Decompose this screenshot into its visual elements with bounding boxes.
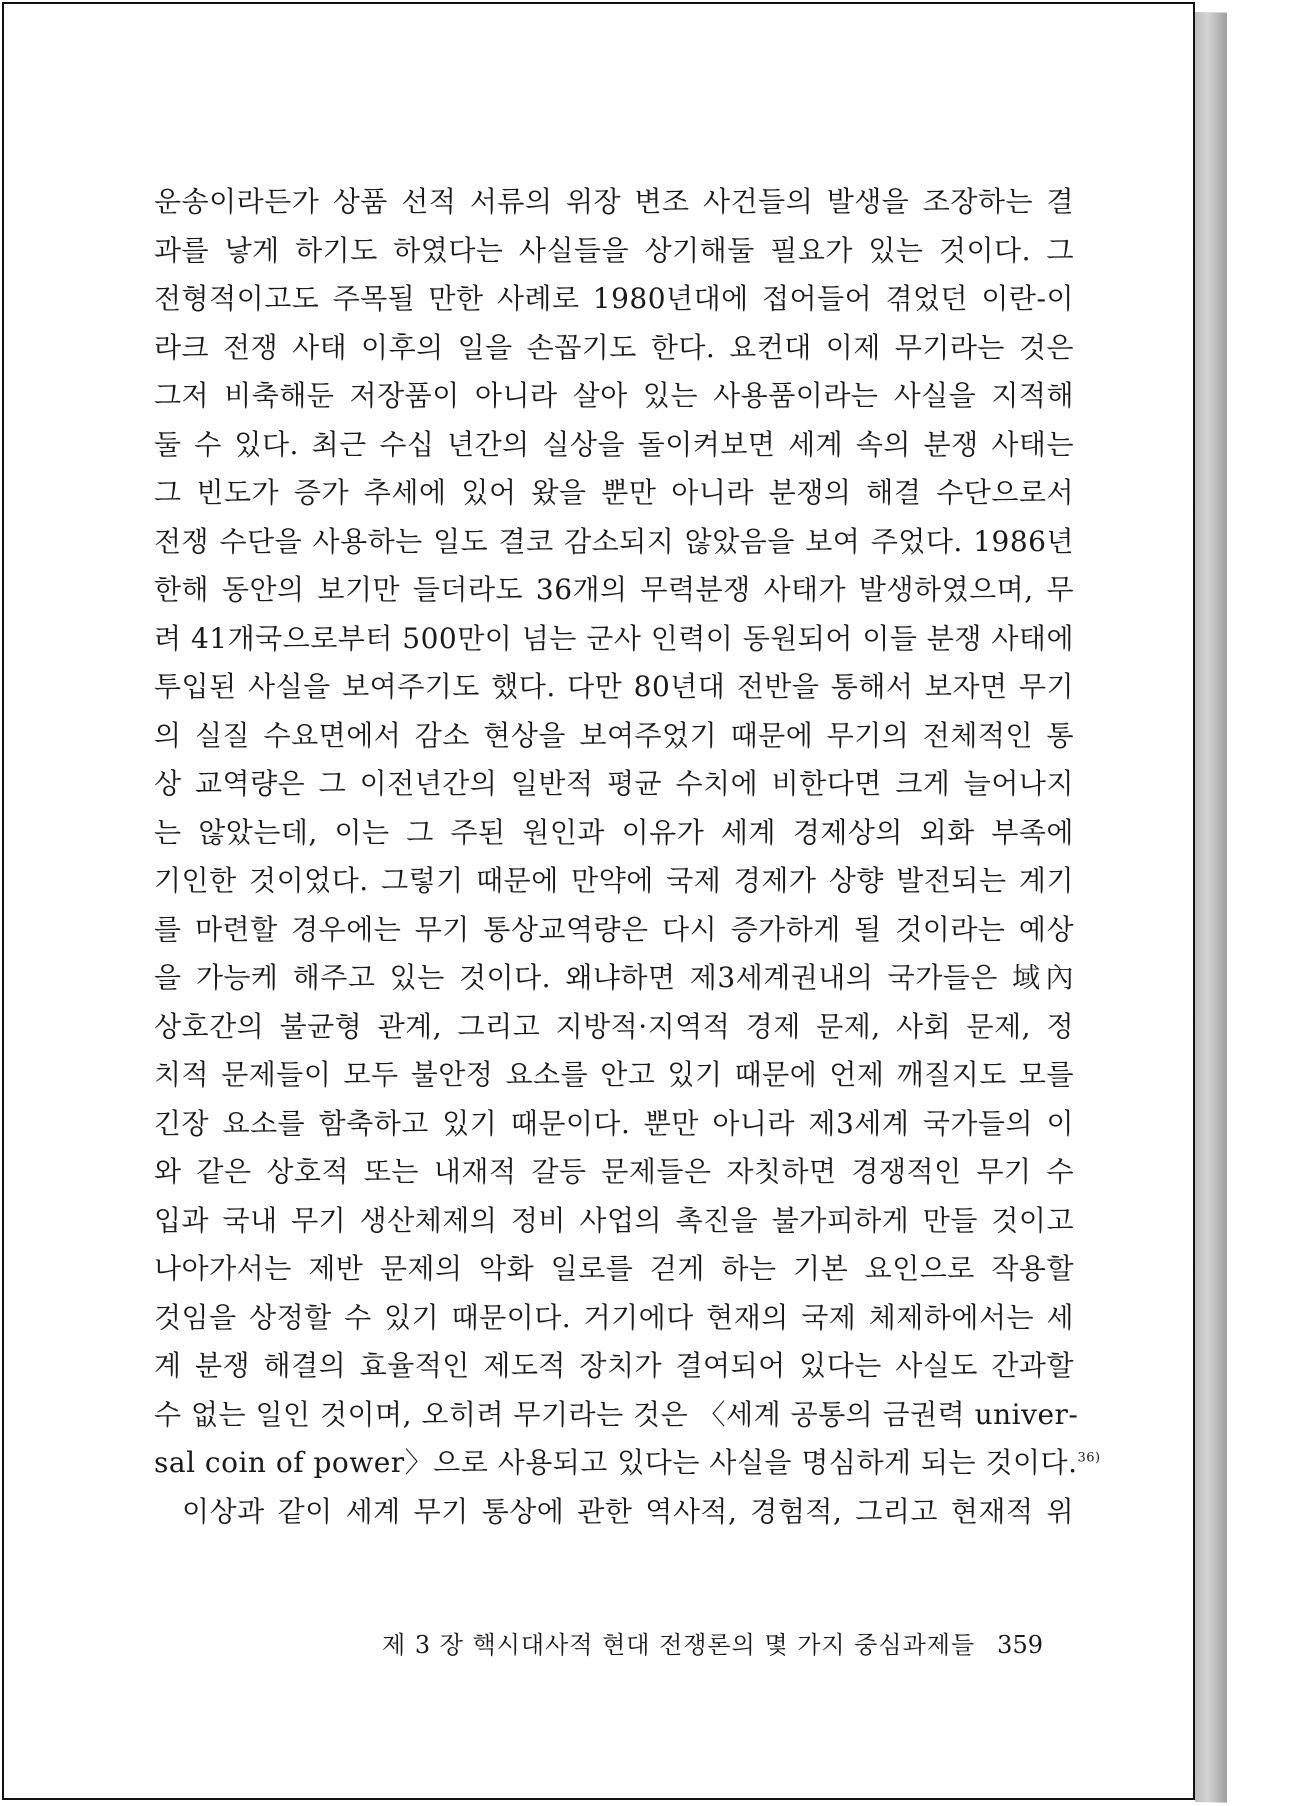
- book-page: [2, 2, 1195, 1800]
- book-page-edge: [1195, 12, 1227, 1803]
- text-line: 입과 국내 무기 생산체제의 정비 사업의 촉진을 불가피하게 만들 것이고: [154, 1203, 1074, 1237]
- text-line: 치적 문제들이 모두 불안정 요소를 안고 있기 때문에 언제 깨질지도 모를: [154, 1058, 1074, 1091]
- text-line: 려 41개국으로부터 500만이 넘는 군사 인력이 동원되어 이들 분쟁 사태에: [154, 621, 1074, 655]
- running-chapter-title: 제 3 장 핵시대사적 현대 전쟁론의 몇 가지 중심과제들: [382, 1631, 976, 1659]
- text-line: sal coin of power〉으로 사용되고 있다는 사실을 명심하게 되는 것이다.: [154, 1446, 1078, 1479]
- text-line: 를 마련할 경우에는 무기 통상교역량은 다시 증가하게 될 것이라는 예상: [154, 912, 1074, 946]
- text-line: 기인한 것이었다. 그렇기 때문에 만약에 국제 경제가 상향 발전되는 계기: [154, 864, 1074, 897]
- text-line: 나아가서는 제반 문제의 악화 일로를 걷게 하는 기본 요인으로 작용할: [154, 1252, 1074, 1285]
- text-line: 한해 동안의 보기만 들더라도 36개의 무력분쟁 사태가 발생하였으며, 무: [154, 573, 1074, 606]
- page-number: 359: [997, 1631, 1043, 1659]
- text-line: 을 가능케 해주고 있는 것이다. 왜냐하면 제3세계권내의 국가들은 域內: [154, 961, 1074, 994]
- paragraph-start-line: 이상과 같이 세계 무기 통상에 관한 역사적, 경험적, 그리고 현재적 위: [182, 1494, 1074, 1528]
- text-line: 것임을 상정할 수 있기 때문이다. 거기에다 현재의 국제 체제하에서는 세: [154, 1300, 1074, 1334]
- text-line: 의 실질 수요면에서 감소 현상을 보여주었기 때문에 무기의 전체적인 통: [154, 718, 1074, 752]
- text-line: 수 없는 일인 것이며, 오히려 무기라는 것은 〈세계 공통의 금권력 univer-: [154, 1397, 1079, 1431]
- footnote-ref: 36): [1077, 1450, 1101, 1466]
- text-line: 둘 수 있다. 최근 수십 년간의 실상을 돌이켜보면 세계 속의 분쟁 사태는: [154, 427, 1074, 461]
- body-text: [154, 178, 1101, 1536]
- text-line: 그저 비축해둔 저장품이 아니라 살아 있는 사용품이라는 사실을 지적해: [154, 379, 1074, 412]
- text-line: 그 빈도가 증가 추세에 있어 왔을 뿐만 아니라 분쟁의 해결 수단으로서: [154, 476, 1074, 509]
- text-line: 상호간의 불균형 관계, 그리고 지방적·지역적 경제 문제, 사회 문제, 정: [154, 1009, 1074, 1043]
- text-line: 전형적이고도 주목될 만한 사례로 1980년대에 접어들어 겪었던 이란-이: [154, 282, 1074, 315]
- text-line: 운송이라든가 상품 선적 서류의 위장 변조 사건들의 발생을 조장하는 결: [154, 185, 1074, 218]
- text-line: 투입된 사실을 보여주기도 했다. 다만 80년대 전반을 통해서 보자면 무기: [154, 670, 1074, 703]
- text-line: 라크 전쟁 사태 이후의 일을 손꼽기도 한다. 요컨대 이제 무기라는 것은: [154, 330, 1074, 364]
- text-line: 전쟁 수단을 사용하는 일도 결코 감소되지 않았음을 보여 주었다. 1986년: [154, 524, 1074, 558]
- text-line: 상 교역량은 그 이전년간의 일반적 평균 수치에 비한다면 크게 늘어나지: [154, 767, 1074, 800]
- text-line: 과를 낳게 하기도 하였다는 사실들을 상기해둘 필요가 있는 것이다. 그: [154, 233, 1074, 267]
- paragraph-end-line: [154, 1439, 1101, 1488]
- text-line: 긴장 요소를 함축하고 있기 때문이다. 뿐만 아니라 제3세계 국가들의 이: [154, 1106, 1074, 1140]
- page-footer: [382, 1625, 1062, 1665]
- text-line: 와 같은 상호적 또는 내재적 갈등 문제들은 자칫하면 경쟁적인 무기 수: [154, 1155, 1074, 1188]
- text-line: 는 않았는데, 이는 그 주된 원인과 이유가 세계 경제상의 외화 부족에: [154, 815, 1074, 849]
- text-line: 계 분쟁 해결의 효율적인 제도적 장치가 결여되어 있다는 사실도 간과할: [154, 1349, 1074, 1382]
